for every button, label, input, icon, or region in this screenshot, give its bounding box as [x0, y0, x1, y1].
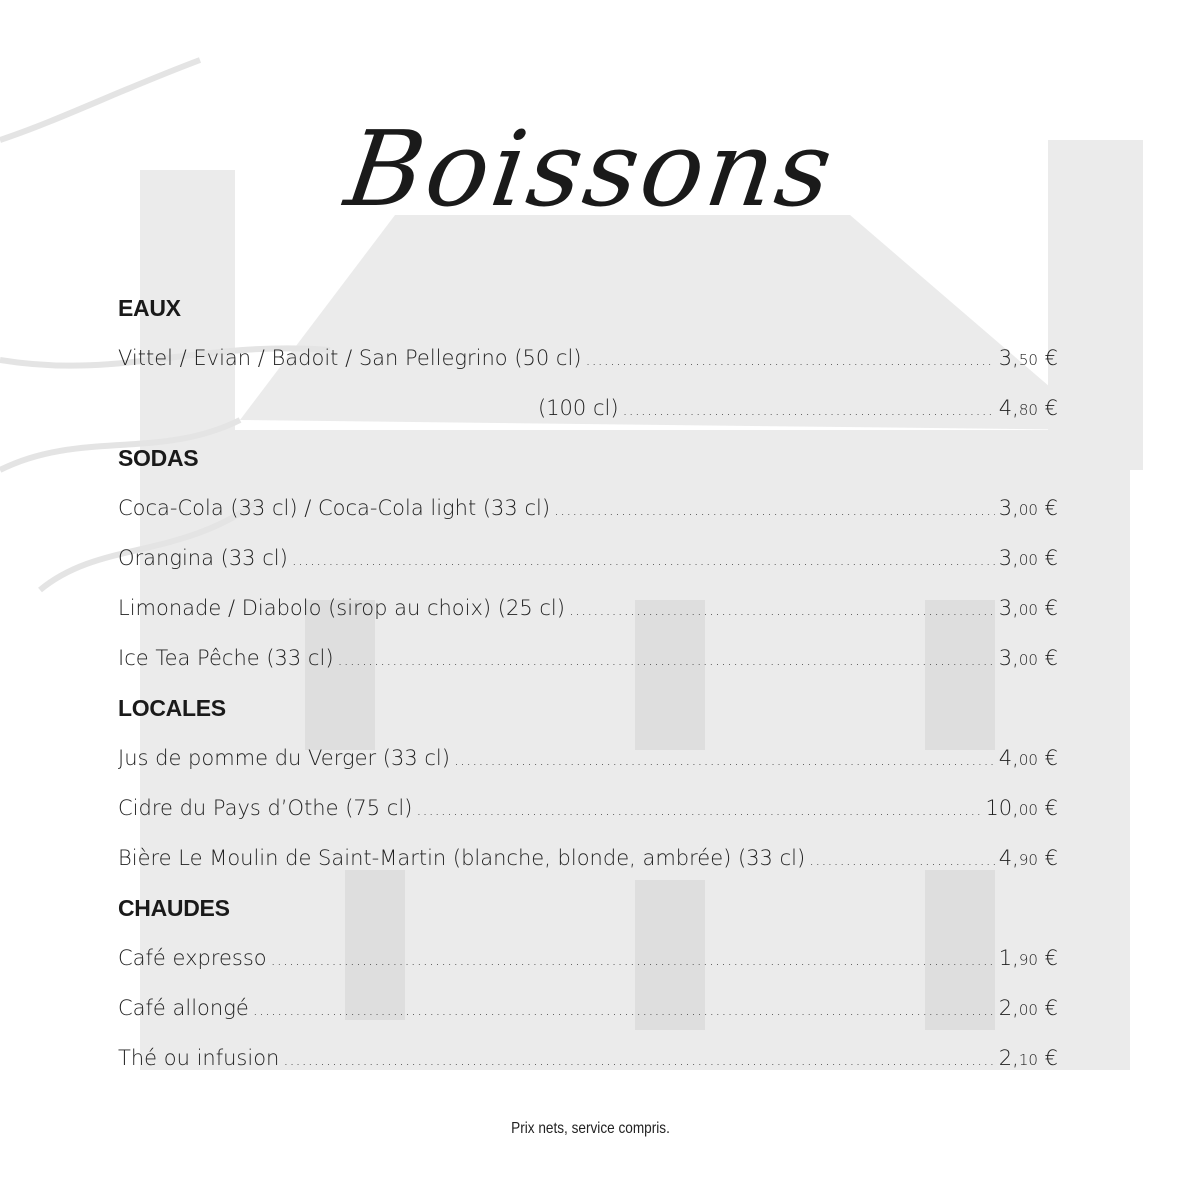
section-heading-locales: LOCALES: [118, 695, 226, 721]
menu-item: [118, 333, 1058, 383]
dot-leader: [569, 585, 995, 635]
menu-item: [118, 933, 1058, 983]
item-price: 1,90 €: [998, 946, 1058, 970]
dot-leader: [416, 785, 981, 835]
dot-leader: [253, 985, 995, 1035]
page-title: Boissons: [338, 108, 843, 230]
item-name: Café expresso: [118, 946, 267, 970]
item-price: 3,00 €: [998, 496, 1058, 520]
dot-leader: [809, 835, 995, 885]
drinks-menu: [118, 283, 1058, 1083]
item-name: Café allongé: [118, 996, 249, 1020]
item-name: Vittel / Evian / Badoit / San Pellegrino (50 cl): [118, 346, 582, 370]
item-name: Orangina (33 cl): [118, 546, 288, 570]
item-price: 4,00 €: [998, 746, 1058, 770]
item-price: 4,80 €: [998, 396, 1058, 420]
item-name: Bière Le Moulin de Saint-Martin (blanche, blonde, ambrée) (33 cl): [118, 846, 806, 870]
menu-item: [118, 983, 1058, 1033]
menu-item: [118, 733, 1058, 783]
item-price: 3,00 €: [998, 646, 1058, 670]
menu-item: [118, 483, 1058, 533]
item-price: 10,00 €: [985, 796, 1058, 820]
section-heading-eaux: EAUX: [118, 295, 181, 321]
item-price: 3,00 €: [998, 596, 1058, 620]
dot-leader: [271, 935, 995, 985]
dot-leader: [338, 635, 995, 685]
section-heading-sodas: SODAS: [118, 445, 199, 471]
menu-item: [118, 1033, 1058, 1083]
footer-note: Prix nets, service compris.: [511, 1120, 670, 1137]
menu-item: [118, 383, 1058, 433]
item-price: 2,10 €: [998, 1046, 1058, 1070]
item-price: 3,00 €: [998, 546, 1058, 570]
item-name: Limonade / Diabolo (sirop au choix) (25 cl): [118, 596, 565, 620]
item-name: Cidre du Pays d’Othe (75 cl): [118, 796, 413, 820]
item-price: 4,90 €: [998, 846, 1058, 870]
dot-leader: [292, 535, 995, 585]
dot-leader: [623, 385, 995, 435]
section-heading-chaudes: CHAUDES: [118, 895, 230, 921]
item-name: Ice Tea Pêche (33 cl): [118, 646, 334, 670]
menu-item: [118, 783, 1058, 833]
item-name: Jus de pomme du Verger (33 cl): [118, 746, 450, 770]
item-price: 3,50 €: [998, 346, 1058, 370]
menu-item: [118, 583, 1058, 633]
item-name: (100 cl): [538, 396, 619, 420]
dot-leader: [554, 485, 995, 535]
item-name: Thé ou infusion: [118, 1046, 280, 1070]
item-name: Coca-Cola (33 cl) / Coca-Cola light (33 cl): [118, 496, 551, 520]
menu-item: [118, 533, 1058, 583]
menu-item: [118, 833, 1058, 883]
dot-leader: [454, 735, 995, 785]
item-price: 2,00 €: [998, 996, 1058, 1020]
menu-item: [118, 633, 1058, 683]
dot-leader: [586, 335, 995, 385]
dot-leader: [283, 1035, 994, 1085]
